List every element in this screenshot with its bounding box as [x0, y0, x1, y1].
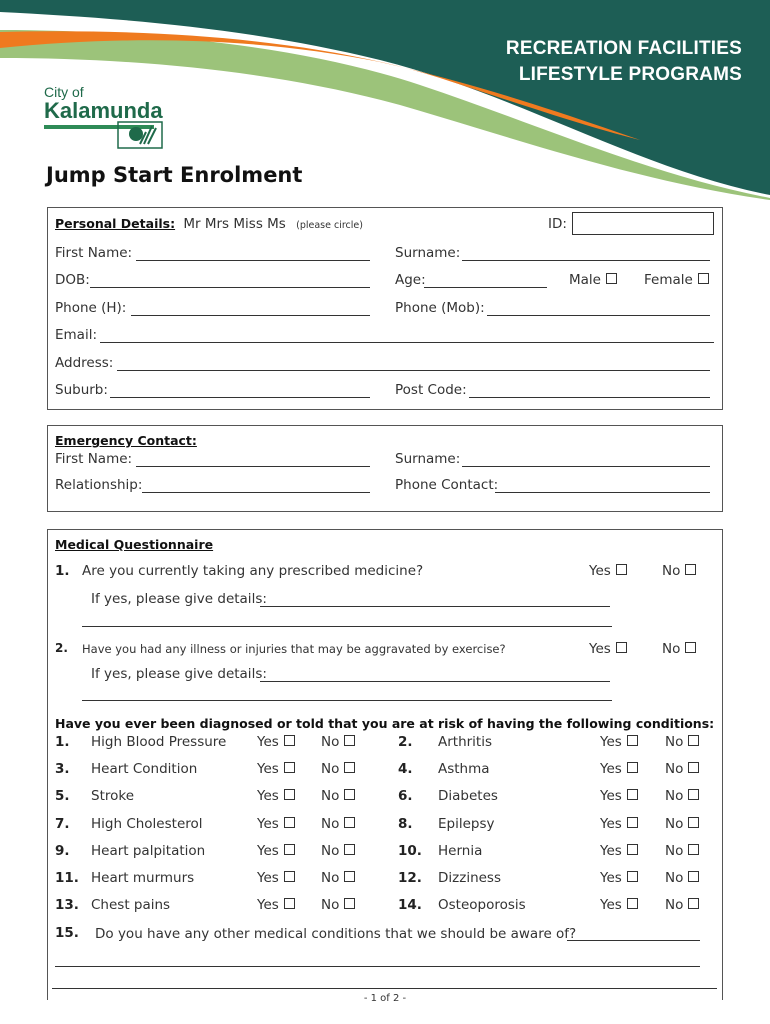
- condition-yes-label: Yes: [600, 870, 622, 886]
- condition-no-checkbox[interactable]: [344, 735, 355, 746]
- phone-mobile-field[interactable]: [487, 315, 710, 316]
- personal-details-heading: Personal Details:: [55, 216, 176, 231]
- condition-yes-checkbox[interactable]: [284, 871, 295, 882]
- condition-number: 2.: [398, 734, 413, 750]
- logo-emblem-icon: [116, 118, 164, 150]
- condition-yes-checkbox[interactable]: [627, 844, 638, 855]
- q1-no[interactable]: [662, 563, 696, 579]
- condition-yes-label: Yes: [257, 897, 279, 913]
- condition-label: High Cholesterol: [91, 816, 203, 832]
- condition-no-label: No: [321, 843, 340, 859]
- q15-field[interactable]: [567, 940, 700, 941]
- condition-no-label: No: [665, 761, 684, 777]
- id-input[interactable]: [572, 212, 714, 235]
- condition-no-label: No: [321, 734, 340, 750]
- email-field[interactable]: [100, 342, 714, 343]
- condition-no-option[interactable]: [321, 761, 355, 777]
- dob-field[interactable]: [90, 287, 370, 288]
- page-number: - 1 of 2 -: [363, 993, 407, 1004]
- q2-yes-label: Yes: [589, 641, 611, 657]
- age-field[interactable]: [424, 287, 547, 288]
- q1-number: 1.: [55, 563, 70, 579]
- condition-no-option[interactable]: [321, 816, 355, 832]
- page-title: Jump Start Enrolment: [46, 163, 303, 187]
- conditions-heading: Have you ever been diagnosed or told that you are at risk of having the following conditions:: [55, 716, 715, 731]
- q15-number: 15.: [55, 925, 79, 941]
- condition-yes-option[interactable]: [257, 761, 295, 777]
- q2-no-checkbox[interactable]: [685, 642, 696, 653]
- condition-yes-checkbox[interactable]: [284, 789, 295, 800]
- post-code-label: Post Code:: [395, 382, 467, 398]
- condition-no-checkbox[interactable]: [344, 762, 355, 773]
- emergency-surname-field[interactable]: [462, 466, 710, 467]
- condition-number: 4.: [398, 761, 413, 777]
- condition-yes-checkbox[interactable]: [284, 844, 295, 855]
- address-field[interactable]: [117, 370, 710, 371]
- q2-number: 2.: [55, 641, 68, 655]
- surname-field[interactable]: [462, 260, 710, 261]
- footer-divider: [52, 988, 717, 989]
- female-checkbox[interactable]: [698, 273, 709, 284]
- condition-yes-label: Yes: [600, 734, 622, 750]
- condition-label: High Blood Pressure: [91, 734, 227, 750]
- condition-yes-checkbox[interactable]: [284, 762, 295, 773]
- condition-number: 11.: [55, 870, 79, 886]
- q1-no-checkbox[interactable]: [685, 564, 696, 575]
- condition-no-checkbox[interactable]: [688, 898, 699, 909]
- condition-yes-checkbox[interactable]: [284, 735, 295, 746]
- q1-no-label: No: [662, 563, 681, 579]
- q1-yes-label: Yes: [589, 563, 611, 579]
- q1-details-label: If yes, please give details:: [91, 591, 267, 607]
- condition-no-option[interactable]: [665, 788, 699, 804]
- condition-yes-option[interactable]: [257, 788, 295, 804]
- condition-yes-option[interactable]: [257, 816, 295, 832]
- relationship-label: Relationship:: [55, 477, 143, 493]
- id-label: ID:: [548, 216, 567, 232]
- condition-label: Stroke: [91, 788, 135, 804]
- medical-heading-text: Medical Questionnaire: [55, 537, 214, 552]
- condition-no-checkbox[interactable]: [344, 898, 355, 909]
- condition-number: 5.: [55, 788, 70, 804]
- q15-text: Do you have any other medical conditions that we should be aware of?: [95, 926, 577, 942]
- condition-yes-option[interactable]: [257, 843, 295, 859]
- condition-yes-option[interactable]: [600, 897, 638, 913]
- personal-details-section: [47, 207, 723, 410]
- condition-label: Heart murmurs: [91, 870, 195, 886]
- condition-no-label: No: [321, 816, 340, 832]
- surname-label: Surname:: [395, 245, 461, 261]
- first-name-field[interactable]: [136, 260, 370, 261]
- age-label: Age:: [395, 272, 426, 288]
- condition-yes-label: Yes: [600, 816, 622, 832]
- condition-no-label: No: [665, 870, 684, 886]
- condition-no-checkbox[interactable]: [344, 817, 355, 828]
- q1-text: Are you currently taking any prescribed medicine?: [82, 563, 424, 579]
- condition-yes-option[interactable]: [257, 897, 295, 913]
- q2-details-field-2[interactable]: [82, 700, 612, 701]
- condition-yes-label: Yes: [600, 788, 622, 804]
- condition-yes-option[interactable]: [600, 734, 638, 750]
- first-name-label: First Name:: [55, 245, 133, 261]
- condition-no-label: No: [665, 788, 684, 804]
- post-code-field[interactable]: [469, 397, 710, 398]
- q2-details-field[interactable]: [260, 681, 610, 682]
- suburb-label: Suburb:: [55, 382, 108, 398]
- relationship-field[interactable]: [142, 492, 370, 493]
- phone-home-field[interactable]: [131, 315, 370, 316]
- condition-no-option[interactable]: [321, 843, 355, 859]
- phone-home-label: Phone (H):: [55, 300, 127, 316]
- condition-label: Asthma: [438, 761, 490, 777]
- condition-number: 3.: [55, 761, 70, 777]
- program-title-line2: LIFESTYLE PROGRAMS: [518, 64, 742, 85]
- condition-no-checkbox[interactable]: [344, 844, 355, 855]
- condition-no-checkbox[interactable]: [688, 762, 699, 773]
- condition-number: 12.: [398, 870, 422, 886]
- condition-no-option[interactable]: [665, 734, 699, 750]
- condition-yes-label: Yes: [600, 761, 622, 777]
- condition-no-option[interactable]: [321, 870, 355, 886]
- phone-mobile-label: Phone (Mob):: [395, 300, 485, 316]
- q1-details-field[interactable]: [260, 606, 610, 607]
- condition-no-option[interactable]: [665, 816, 699, 832]
- condition-label: Osteoporosis: [438, 897, 526, 913]
- condition-yes-option[interactable]: [600, 843, 638, 859]
- emergency-first-name-label: First Name:: [55, 451, 133, 467]
- q15-field-2[interactable]: [55, 966, 700, 967]
- condition-yes-checkbox[interactable]: [284, 817, 295, 828]
- condition-no-option[interactable]: [665, 870, 699, 886]
- phone-contact-label: Phone Contact:: [395, 477, 499, 493]
- female-option[interactable]: [644, 272, 709, 288]
- condition-yes-checkbox[interactable]: [627, 789, 638, 800]
- q1-yes-checkbox[interactable]: [616, 564, 627, 575]
- condition-no-label: No: [321, 788, 340, 804]
- condition-yes-label: Yes: [600, 897, 622, 913]
- condition-yes-label: Yes: [257, 788, 279, 804]
- condition-yes-checkbox[interactable]: [627, 871, 638, 882]
- program-title: [506, 36, 742, 88]
- condition-no-label: No: [665, 734, 684, 750]
- condition-number: 13.: [55, 897, 79, 913]
- emergency-contact-heading: [55, 433, 197, 449]
- condition-no-option[interactable]: [321, 788, 355, 804]
- condition-yes-label: Yes: [257, 761, 279, 777]
- condition-label: Diabetes: [438, 788, 498, 804]
- q2-no-label: No: [662, 641, 681, 657]
- condition-no-checkbox[interactable]: [688, 735, 699, 746]
- condition-yes-option[interactable]: [257, 734, 295, 750]
- condition-no-option[interactable]: [321, 734, 355, 750]
- phone-contact-field[interactable]: [495, 492, 710, 493]
- condition-number: 14.: [398, 897, 422, 913]
- q1-yes[interactable]: [589, 563, 627, 579]
- emergency-surname-label: Surname:: [395, 451, 461, 467]
- condition-no-checkbox[interactable]: [344, 871, 355, 882]
- condition-yes-option[interactable]: [600, 870, 638, 886]
- q2-no[interactable]: [662, 641, 696, 657]
- condition-number: 10.: [398, 843, 422, 859]
- male-label: Male: [569, 272, 601, 288]
- condition-yes-label: Yes: [257, 816, 279, 832]
- female-label: Female: [644, 272, 693, 288]
- condition-yes-label: Yes: [257, 734, 279, 750]
- condition-number: 6.: [398, 788, 413, 804]
- condition-yes-label: Yes: [257, 870, 279, 886]
- condition-no-label: No: [665, 843, 684, 859]
- condition-label: Heart palpitation: [91, 843, 206, 859]
- condition-yes-checkbox[interactable]: [627, 762, 638, 773]
- emergency-heading-text: Emergency Contact:: [55, 433, 197, 448]
- condition-number: 9.: [55, 843, 70, 859]
- email-label: Email:: [55, 327, 98, 343]
- condition-label: Heart Condition: [91, 761, 198, 777]
- condition-number: 1.: [55, 734, 70, 750]
- q2-details-label: If yes, please give details:: [91, 666, 267, 682]
- condition-yes-option[interactable]: [600, 816, 638, 832]
- condition-no-checkbox[interactable]: [344, 789, 355, 800]
- condition-no-label: No: [321, 761, 340, 777]
- condition-label: Epilepsy: [438, 816, 495, 832]
- address-label: Address:: [55, 355, 114, 371]
- q2-yes[interactable]: [589, 641, 627, 657]
- condition-yes-checkbox[interactable]: [627, 898, 638, 909]
- emergency-first-name-field[interactable]: [136, 466, 370, 467]
- personal-details-row: [55, 216, 363, 232]
- condition-number: 7.: [55, 816, 70, 832]
- condition-yes-label: Yes: [257, 843, 279, 859]
- suburb-field[interactable]: [110, 397, 370, 398]
- condition-no-checkbox[interactable]: [688, 789, 699, 800]
- dob-label: DOB:: [55, 272, 90, 288]
- title-options[interactable]: Mr Mrs Miss Ms: [183, 216, 286, 232]
- condition-label: Arthritis: [438, 734, 493, 750]
- condition-yes-checkbox[interactable]: [284, 898, 295, 909]
- condition-no-checkbox[interactable]: [688, 844, 699, 855]
- condition-no-option[interactable]: [665, 761, 699, 777]
- condition-yes-label: Yes: [600, 843, 622, 859]
- circle-note: (please circle): [296, 220, 363, 231]
- condition-no-label: No: [665, 897, 684, 913]
- condition-no-checkbox[interactable]: [688, 817, 699, 828]
- condition-no-checkbox[interactable]: [688, 871, 699, 882]
- logo-name-text: Kalamunda: [44, 98, 163, 123]
- condition-no-option[interactable]: [321, 897, 355, 913]
- male-checkbox[interactable]: [606, 273, 617, 284]
- condition-no-option[interactable]: [665, 843, 699, 859]
- q1-details-field-2[interactable]: [82, 626, 612, 627]
- condition-yes-option[interactable]: [600, 788, 638, 804]
- logo-city-text: City of: [44, 84, 84, 100]
- condition-yes-checkbox[interactable]: [627, 817, 638, 828]
- condition-yes-option[interactable]: [600, 761, 638, 777]
- condition-label: Dizziness: [438, 870, 501, 886]
- condition-no-option[interactable]: [665, 897, 699, 913]
- condition-yes-checkbox[interactable]: [627, 735, 638, 746]
- condition-number: 8.: [398, 816, 413, 832]
- condition-no-label: No: [321, 870, 340, 886]
- condition-no-label: No: [665, 816, 684, 832]
- male-option[interactable]: [569, 272, 617, 288]
- q2-yes-checkbox[interactable]: [616, 642, 627, 653]
- medical-heading: [55, 537, 213, 553]
- condition-no-label: No: [321, 897, 340, 913]
- condition-yes-option[interactable]: [257, 870, 295, 886]
- condition-label: Chest pains: [91, 897, 171, 913]
- q2-text: Have you had any illness or injuries that may be aggravated by exercise?: [82, 642, 506, 656]
- program-title-line1: RECREATION FACILITIES: [505, 38, 742, 59]
- condition-label: Hernia: [438, 843, 483, 859]
